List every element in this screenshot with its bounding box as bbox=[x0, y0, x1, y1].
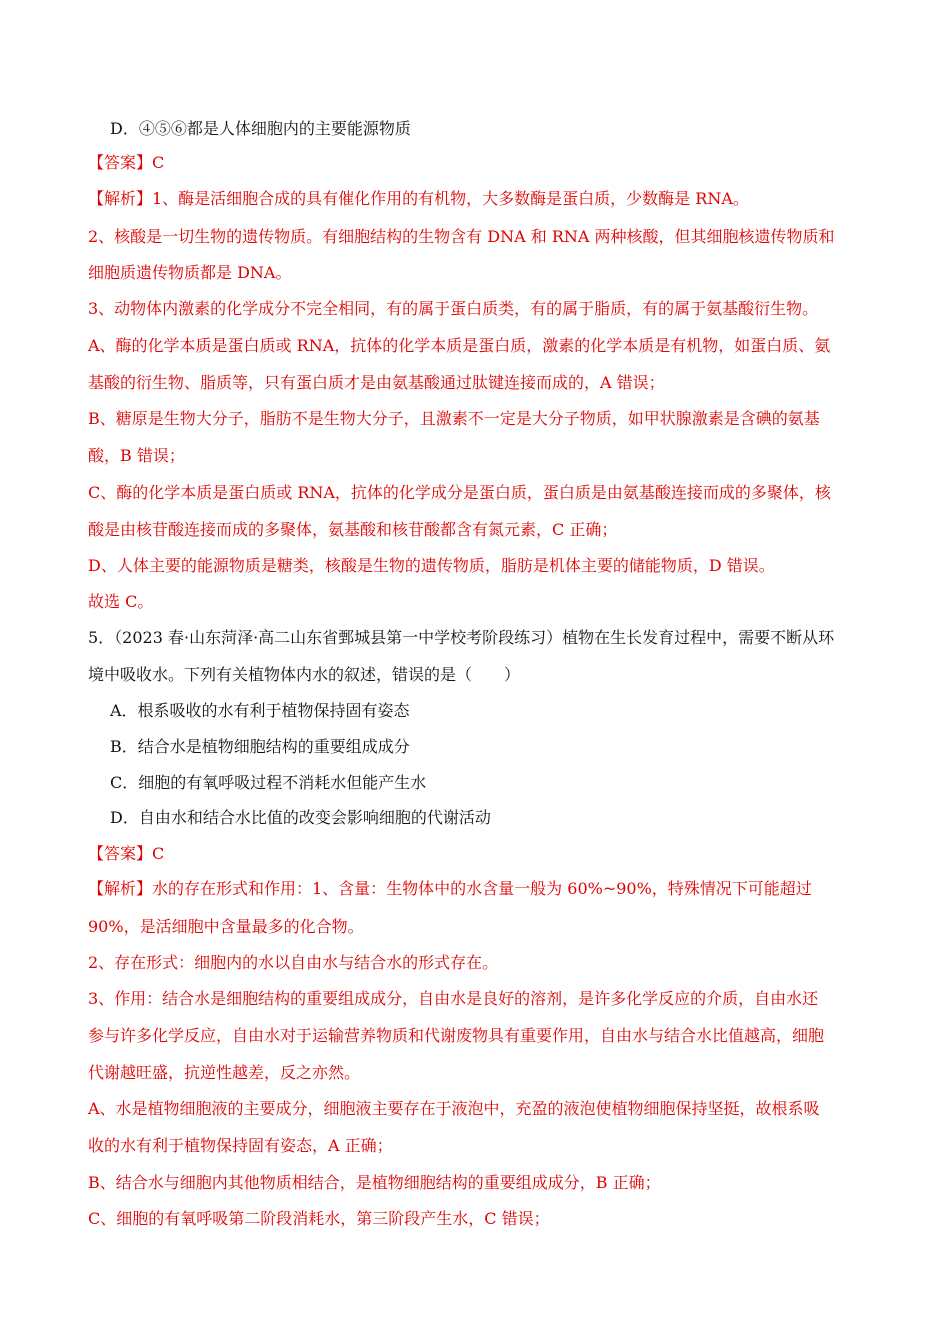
analysis-q4-line: 细胞质遗传物质都是 DNA。 bbox=[88, 263, 292, 282]
analysis-q5-line: 收的水有利于植物保持固有姿态，A 正确； bbox=[88, 1136, 393, 1155]
question-5-option: C．细胞的有氧呼吸过程不消耗水但能产生水 bbox=[110, 773, 427, 792]
analysis-q4-line: 故选 C。 bbox=[88, 592, 154, 611]
analysis-q5-line: B、结合水与细胞内其他物质相结合，是植物细胞结构的重要组成成分，B 正确； bbox=[88, 1173, 661, 1192]
analysis-q5-line: C、细胞的有氧呼吸第二阶段消耗水，第三阶段产生水，C 错误； bbox=[88, 1209, 550, 1228]
analysis-q5-line: 参与许多化学反应，自由水对于运输营养物质和代谢废物具有重要作用，自由水与结合水比值越高，细胞 bbox=[88, 1026, 825, 1045]
analysis-q4-line: 2、核酸是一切生物的遗传物质。有细胞结构的生物含有 DNA 和 RNA 两种核酸，但其细胞核遗传物质和 bbox=[88, 227, 835, 246]
analysis-q4-line: 【解析】1、酶是活细胞合成的具有催化作用的有机物，大多数酶是蛋白质，少数酶是 RNA。 bbox=[88, 189, 749, 208]
analysis-q5-line: 代谢越旺盛，抗逆性越差，反之亦然。 bbox=[88, 1063, 361, 1082]
question-5-option: A．根系吸收的水有利于植物保持固有姿态 bbox=[110, 701, 410, 720]
analysis-q4-line: B、糖原是生物大分子，脂肪不是生物大分子，且激素不一定是大分子物质，如甲状腺激素是含碘的氨基 bbox=[88, 409, 820, 428]
question-5-stem: 境中吸收水。下列有关植物体内水的叙述，错误的是（ ） bbox=[88, 665, 521, 684]
analysis-q4-line: 酸，B 错误； bbox=[88, 446, 185, 465]
analysis-q5-line: 90%，是活细胞中含量最多的化合物。 bbox=[88, 917, 364, 936]
answer-label-q5: 【答案】C bbox=[88, 844, 165, 863]
analysis-q5-line: 【解析】水的存在形式和作用：1、含量：生物体中的水含量一般为 60%~90%，特殊情况下可能超过 bbox=[88, 879, 812, 898]
question-5-option: D．自由水和结合水比值的改变会影响细胞的代谢活动 bbox=[110, 808, 491, 827]
analysis-q4-line: D、人体主要的能源物质是糖类，核酸是生物的遗传物质，脂肪是机体主要的储能物质，D 错误。 bbox=[88, 556, 775, 575]
question-5-option: B．结合水是植物细胞结构的重要组成成分 bbox=[110, 737, 410, 756]
analysis-q4-line: A、酶的化学本质是蛋白质或 RNA，抗体的化学本质是蛋白质，激素的化学本质是有机物，如蛋白质、氨 bbox=[88, 336, 831, 355]
analysis-q4-line: 酸是由核苷酸连接而成的多聚体，氨基酸和核苷酸都含有氮元素，C 正确； bbox=[88, 520, 618, 539]
answer-label-q4: 【答案】C bbox=[88, 153, 165, 172]
analysis-q4-line: C、酶的化学本质是蛋白质或 RNA，抗体的化学成分是蛋白质，蛋白质是由氨基酸连接而成的多聚体，核 bbox=[88, 483, 831, 502]
prev-option-d: D．④⑤⑥都是人体细胞内的主要能源物质 bbox=[110, 119, 411, 138]
analysis-q4-line: 基酸的衍生物、脂质等，只有蛋白质才是由氨基酸通过肽键连接而成的，A 错误； bbox=[88, 373, 665, 392]
analysis-q4-line: 3、动物体内激素的化学成分不完全相同，有的属于蛋白质类，有的属于脂质，有的属于氨基酸衍生物。 bbox=[88, 299, 819, 318]
question-5-stem: 5．（2023 春·山东菏泽·高二山东省鄄城县第一中学校考阶段练习）植物在生长发育过程中，需要不断从环 bbox=[88, 628, 835, 647]
analysis-q5-line: 2、存在形式：细胞内的水以自由水与结合水的形式存在。 bbox=[88, 953, 499, 972]
analysis-q5-line: A、水是植物细胞液的主要成分，细胞液主要存在于液泡中，充盈的液泡使植物细胞保持坚挺，故根系吸 bbox=[88, 1099, 820, 1118]
analysis-q5-line: 3、作用：结合水是细胞结构的重要组成成分，自由水是良好的溶剂，是许多化学反应的介质，自由水还 bbox=[88, 989, 819, 1008]
